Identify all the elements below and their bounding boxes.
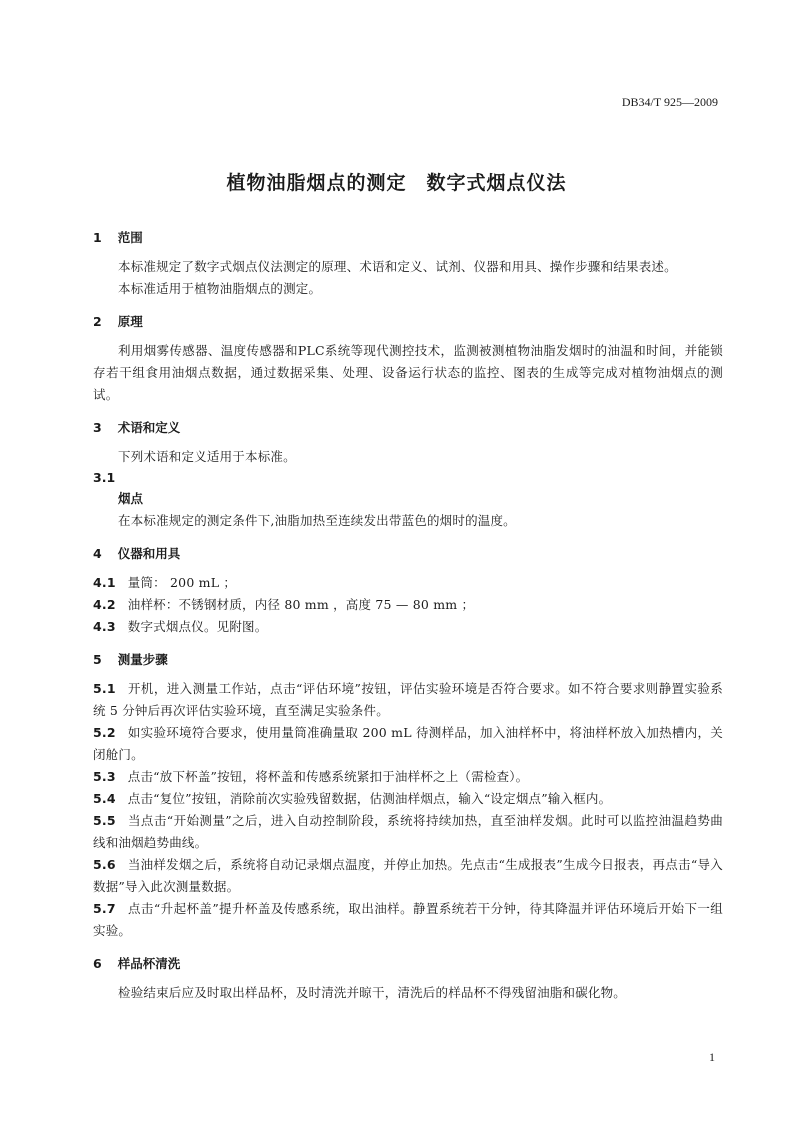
list-item (93, 616, 723, 638)
item-number: 5.1 (93, 681, 116, 696)
term-name: 烟点 (118, 491, 144, 506)
paragraph: 本标准适用于植物油脂烟点的测定。 (118, 281, 322, 296)
item-text: 当点击“开始测量”之后，进入自动控制阶段，系统将持续加热，直至油样发烟。此时可以监控油温趋势曲线和油烟趋势曲线。 (93, 813, 723, 850)
item-text: 点击“复位”按钮，消除前次实验残留数据，估测油样烟点，输入“设定烟点”输入框内。 (127, 791, 612, 806)
list-item (93, 898, 723, 942)
list-item (93, 572, 723, 594)
item-number: 5.5 (93, 813, 116, 828)
standard-code: DB34/T 925—2009 (621, 95, 718, 109)
paragraph: 本标准规定了数字式烟点仪法测定的原理、术语和定义、试剂、仪器和用具、操作步骤和结果表述。 (118, 259, 677, 274)
item-number: 4.2 (93, 597, 116, 612)
list-item (93, 678, 723, 722)
paragraph: 利用烟雾传感器、温度传感器和PLC系统等现代测控技术，监测被测植物油脂发烟时的油温和时间，并能锁存若干组食用油烟点数据，通过数据采集、处理、设备运行状态的监控、图表的生成等完成对植物油烟点的测试。 (93, 343, 723, 402)
section-number: 6 (93, 956, 102, 971)
item-number: 5.2 (93, 725, 116, 740)
section-title: 样品杯清洗 (117, 956, 181, 971)
item-number: 5.7 (93, 901, 116, 916)
item-text: 如实验环境符合要求，使用量筒准确量取 200 mL 待测样品，加入油样杯中，将油样杯放入加热槽内，关闭舱门。 (93, 725, 723, 762)
item-number: 5.3 (93, 769, 116, 784)
section-title: 仪器和用具 (117, 546, 181, 561)
section-title: 术语和定义 (117, 420, 181, 435)
section-heading-apparatus (93, 544, 723, 564)
list-item (93, 810, 723, 854)
list-item (93, 766, 723, 788)
list-item (93, 594, 723, 616)
item-text: 点击“放下杯盖”按钮，将杯盖和传感系统紧扣于油样杯之上（需检查）。 (127, 769, 529, 784)
section-heading-cleaning (93, 954, 723, 974)
item-text: 当油样发烟之后，系统将自动记录烟点温度，并停止加热。先点击“生成报表”生成今日报表，再点击“导入数据”导入此次测量数据。 (93, 857, 723, 894)
page-title: 植物油脂烟点的测定 数字式烟点仪法 (226, 172, 567, 194)
term-definition: 在本标准规定的测定条件下,油脂加热至连续发出带蓝色的烟时的温度。 (118, 513, 516, 528)
item-text: 开机，进入测量工作站，点击“评估环境”按钮，评估实验环境是否符合要求。如不符合要求则静置实验系统 5 分钟后再次评估实验环境，直至满足实验条件。 (93, 681, 723, 718)
section-title: 测量步骤 (117, 652, 168, 667)
section-title: 原理 (117, 314, 143, 329)
section-heading-scope (93, 228, 723, 248)
item-number: 5.6 (93, 857, 116, 872)
item-number: 5.4 (93, 791, 116, 806)
section-number: 3 (93, 420, 102, 435)
section-number: 1 (93, 230, 102, 245)
section-heading-terms (93, 418, 723, 438)
document-body (93, 228, 723, 1004)
item-number: 4.1 (93, 575, 116, 590)
paragraph: 下列术语和定义适用于本标准。 (118, 449, 296, 464)
list-item (93, 788, 723, 810)
list-item (93, 854, 723, 898)
item-text: 点击“升起杯盖”提升杯盖及传感系统，取出油样。静置系统若干分钟，待其降温并评估环境后开始下一组实验。 (93, 901, 723, 938)
section-number: 5 (93, 652, 102, 667)
section-heading-procedure (93, 650, 723, 670)
section-title: 范围 (117, 230, 143, 245)
list-item (93, 722, 723, 766)
section-number: 4 (93, 546, 102, 561)
section-number: 2 (93, 314, 102, 329)
section-heading-principle (93, 312, 723, 332)
paragraph: 检验结束后应及时取出样品杯，及时清洗并晾干，清洗后的样品杯不得残留油脂和碳化物。 (118, 985, 627, 1000)
item-text: 油样杯：不锈钢材质，内径 80 mm ，高度 75 — 80 mm ； (127, 597, 475, 612)
page-number: 1 (709, 1050, 715, 1064)
item-number: 4.3 (93, 619, 116, 634)
term-number: 3.1 (93, 470, 116, 485)
item-text: 量筒： 200 mL ； (127, 575, 237, 590)
item-text: 数字式烟点仪。见附图。 (127, 619, 268, 634)
